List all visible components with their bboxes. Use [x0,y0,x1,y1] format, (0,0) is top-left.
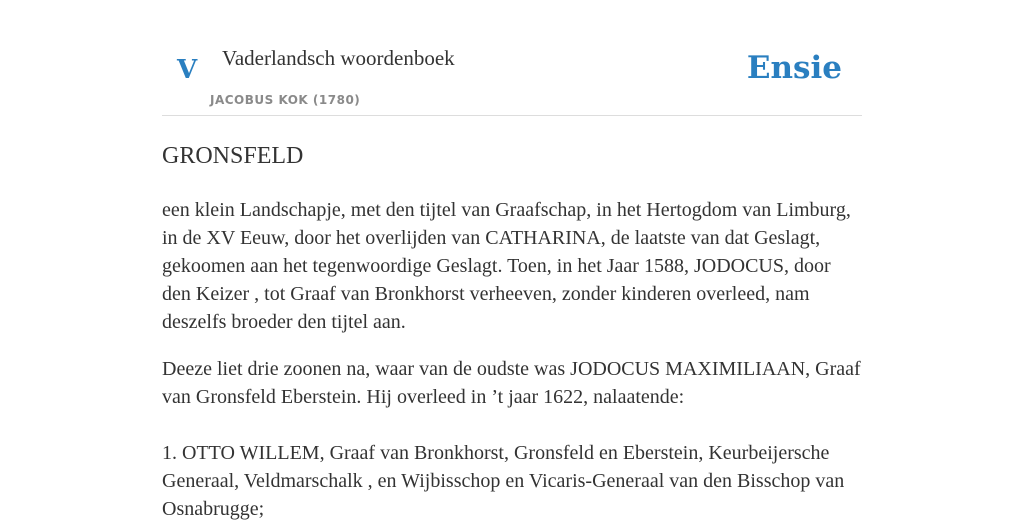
entry-title: GRONSFELD [162,143,304,169]
page [162,0,862,523]
letter-index-link[interactable]: V [177,55,198,85]
entry-paragraph: Deeze liet drie zoonen na, waar van de oudste was JODOCUS MAXIMILIAAN, Graaf van Gronsfeld Eberstein. Hij overleed in ’t jaar 1622, nalaatende: [162,358,861,408]
header [162,0,862,116]
entry-paragraph: een klein Landschapje, met den tijtel van Graafschap, in het Hertogdom van Limburg, in de XV Eeuw, door het overlijden van CATHARINA, de laatste van dat Geslagt, gekoomen aan het tegenwoordige Geslagt. Toen, in het Jaar 1588, JODOCUS, door den Keizer , tot Graaf van Bronkhorst verheeven, zonder kinderen overleed, nam deszelfs broeder den tijtel aan. [162,199,851,333]
ensie-logo-link[interactable]: Ensie [746,50,842,86]
author-label: JACOBUS KOK (1780) [210,93,361,107]
book-title-link[interactable]: Vaderlandsch woordenboek [222,46,455,70]
entry-paragraph: 1. OTTO WILLEM, Graaf van Bronkhorst, Gronsfeld en Eberstein, Keurbeijersche Generaal, Veldmarschalk , en Wijbisschop en Vicaris-Generaal van den Bisschop van Osnabrugge; [162,442,845,520]
